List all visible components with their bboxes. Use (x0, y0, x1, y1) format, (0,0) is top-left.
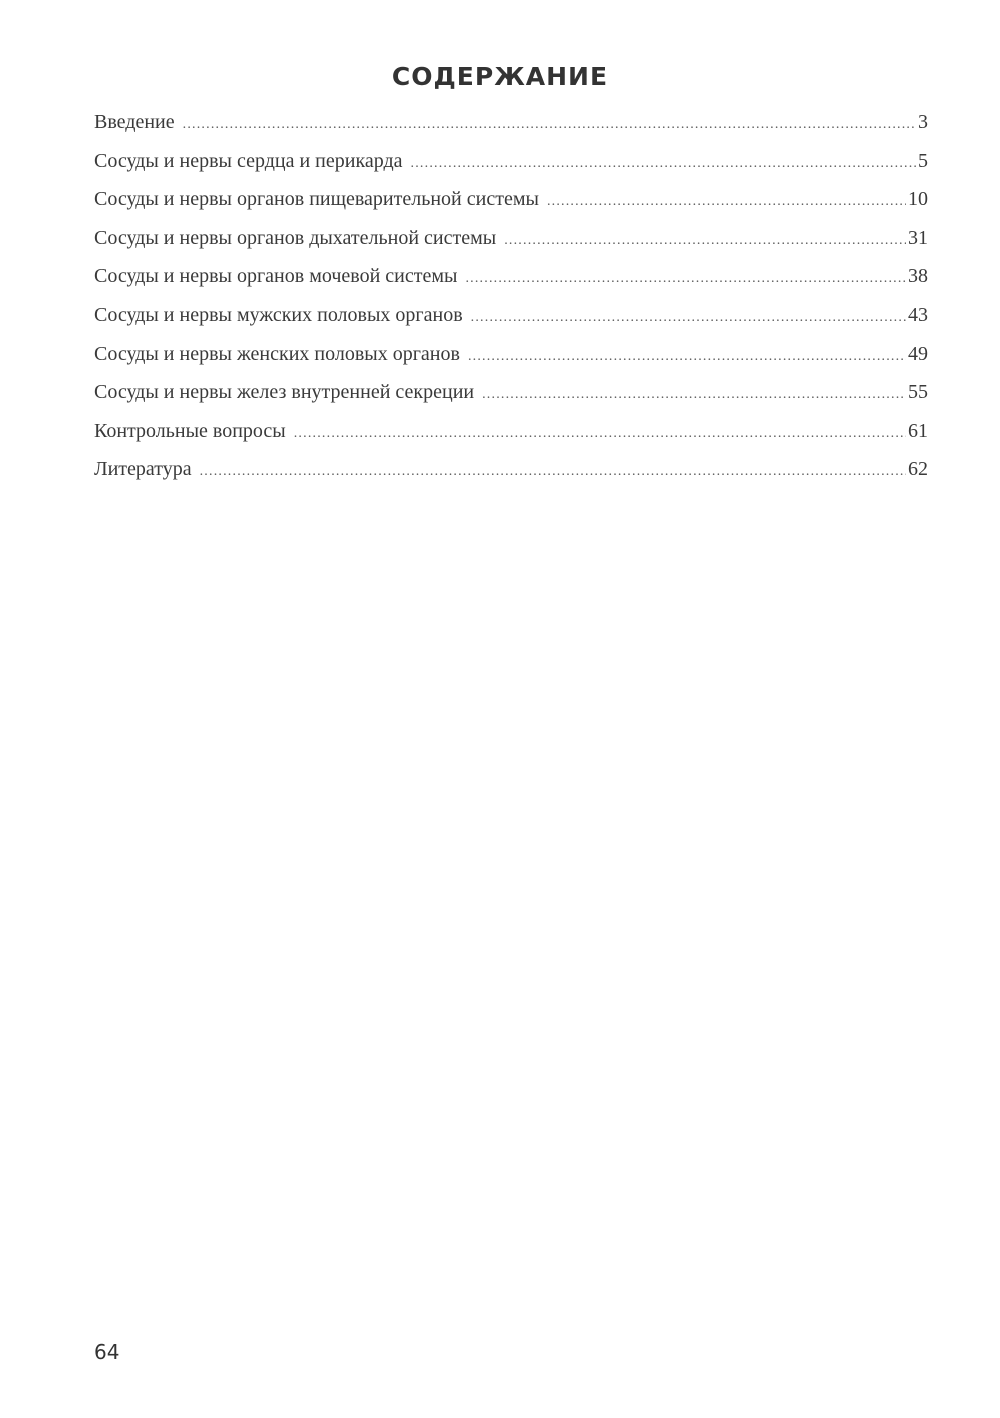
toc-entry-page: 31 (908, 226, 928, 249)
page-number: 64 (94, 1340, 120, 1364)
toc-entry-respiratory[interactable] (94, 227, 928, 266)
toc-entry-title: Сосуды и нервы женских половых органов (94, 342, 460, 365)
toc-entry-title: Сосуды и нервы сердца и перикарда (94, 149, 403, 172)
toc-entry-endocrine[interactable] (94, 381, 928, 420)
dot-leader (504, 233, 906, 249)
toc-entry-questions[interactable] (94, 420, 928, 459)
dot-leader (468, 349, 906, 365)
toc-entry-female-reproductive[interactable] (94, 343, 928, 382)
toc-entry-title: Контрольные вопросы (94, 419, 286, 442)
toc-entry-page: 38 (908, 265, 928, 288)
toc-entry-title: Сосуды и нервы органов мочевой системы (94, 265, 458, 288)
toc-entry-title: Введение (94, 111, 175, 133)
toc-entry-title: Литература (94, 458, 192, 481)
dot-leader (183, 117, 916, 133)
toc-entry-title: Сосуды и нервы органов дыхательной системы (94, 226, 497, 249)
page-title: СОДЕРЖАНИЕ (391, 62, 609, 91)
dot-leader (200, 464, 906, 480)
dot-leader (465, 271, 906, 287)
toc-entry-page: 55 (908, 381, 928, 404)
dot-leader (482, 387, 906, 403)
toc-entry-male-reproductive[interactable] (94, 304, 928, 343)
dot-leader (294, 426, 906, 442)
toc-entry-page: 10 (908, 188, 928, 211)
toc-entry-page: 49 (908, 342, 928, 365)
toc-entry-page: 62 (908, 458, 928, 481)
toc-entry-page: 5 (918, 149, 928, 172)
dot-leader (547, 194, 906, 210)
toc-entry-title: Сосуды и нервы органов пищеварительной системы (94, 188, 539, 211)
toc-entry-page: 3 (918, 111, 928, 133)
toc-entry-title: Сосуды и нервы желез внутренней секреции (94, 381, 475, 404)
toc-entry-urinary[interactable] (94, 265, 928, 304)
toc-entry-page: 43 (908, 303, 928, 326)
toc-entry-title: Сосуды и нервы мужских половых органов (94, 303, 463, 326)
dot-leader (471, 310, 906, 326)
table-of-contents (94, 111, 928, 497)
dot-leader (411, 156, 916, 172)
toc-entry-literature[interactable] (94, 458, 928, 497)
toc-entry-introduction[interactable] (94, 111, 928, 150)
toc-entry-page: 61 (908, 419, 928, 442)
toc-entry-heart[interactable] (94, 150, 928, 189)
toc-entry-digestive[interactable] (94, 188, 928, 227)
